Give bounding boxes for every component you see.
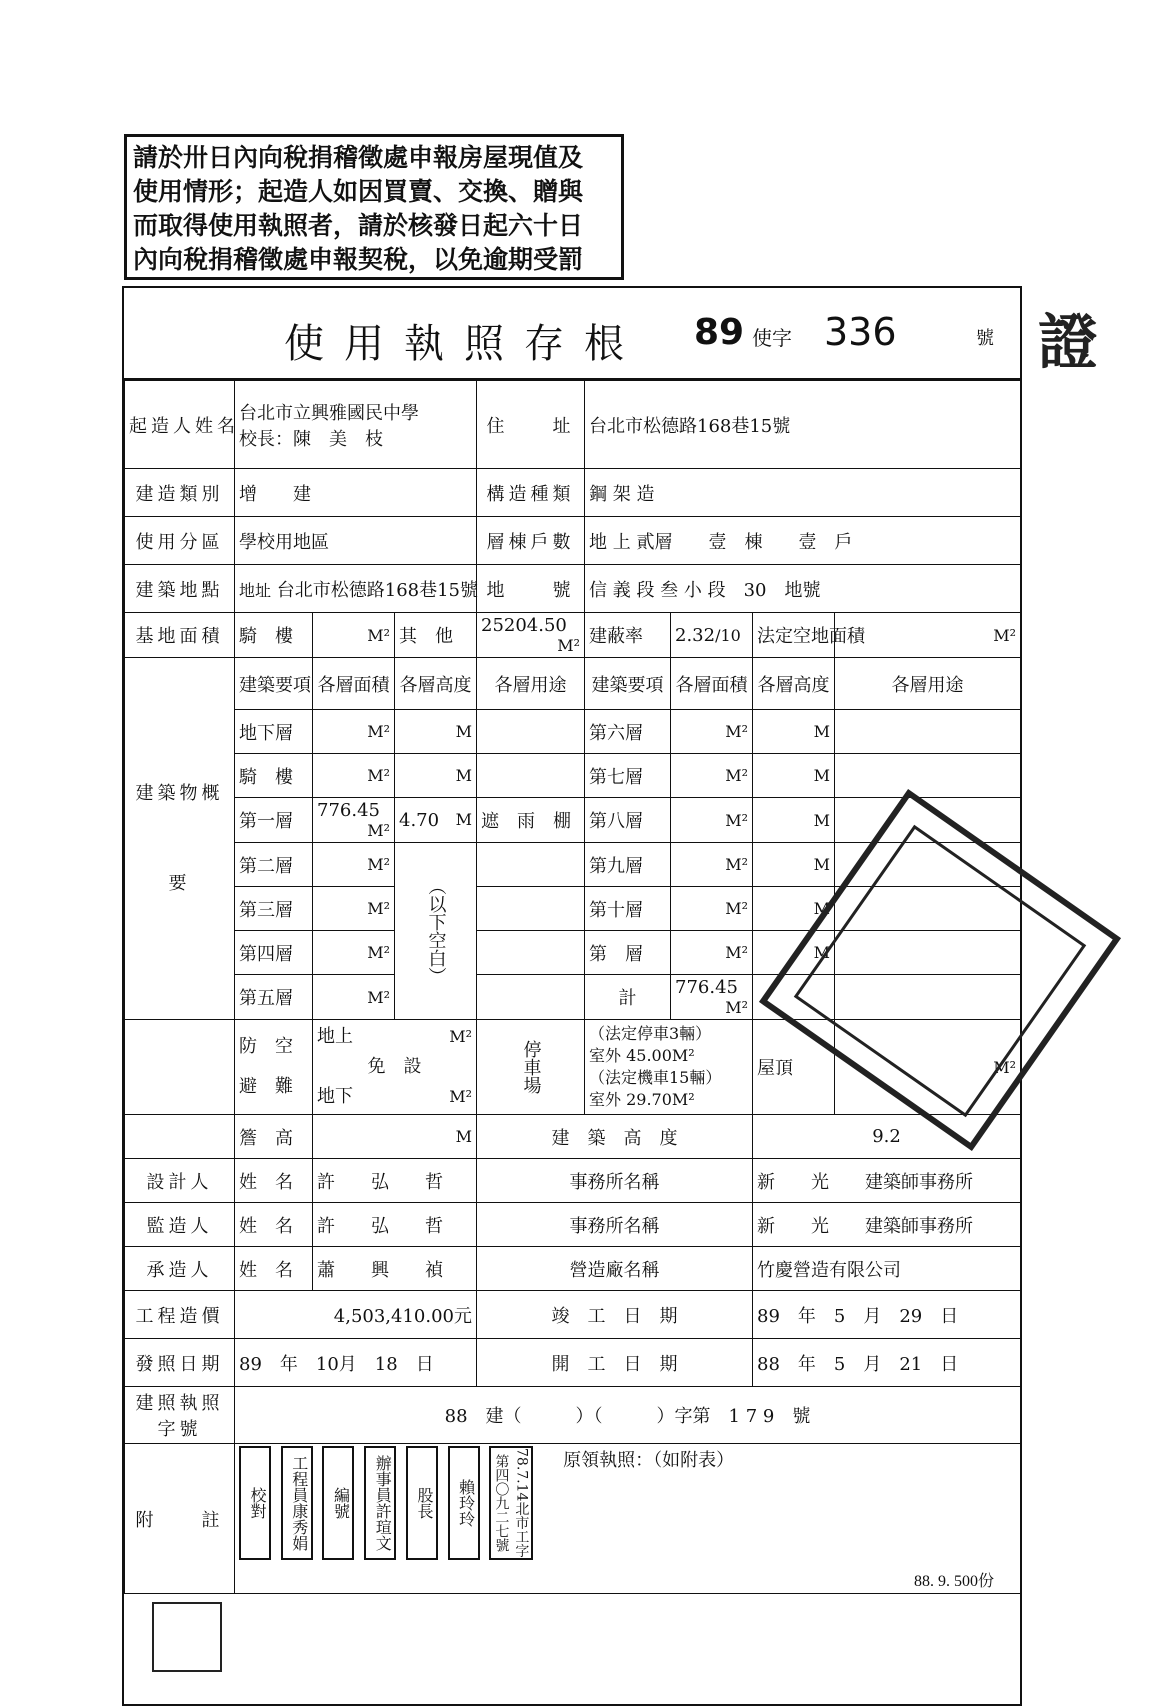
role-label: 設計人 xyxy=(125,1159,235,1203)
unit-m2: M² xyxy=(725,899,748,918)
start-value: 88 年 5 月 21 日 xyxy=(753,1339,1021,1387)
zone-label: 使用分區 xyxy=(125,517,235,565)
title-main: 使用執照存根 xyxy=(284,321,644,367)
unit-m2: M² xyxy=(449,1087,472,1106)
total-label: 計 xyxy=(585,975,671,1020)
floor-header: 各層用途 xyxy=(477,658,585,710)
office-name: 新 光 建築師事務所 xyxy=(753,1159,1021,1203)
section-label: 建築物概要 xyxy=(125,658,235,1020)
unit-m2: M² xyxy=(993,1057,1017,1077)
issue-label: 發照日期 xyxy=(125,1339,235,1387)
floor-row xyxy=(125,710,1021,754)
shelter-below xyxy=(317,1082,472,1112)
build-type-label: 建造類別 xyxy=(125,469,235,517)
above-label: 地上 xyxy=(317,1026,353,1047)
car-row xyxy=(589,1045,748,1067)
moto-note: （法定機車15輛） xyxy=(589,1068,722,1087)
office-label: 事務所名稱 xyxy=(477,1203,753,1247)
coverage-label: 建蔽率 xyxy=(585,613,671,658)
floor-height xyxy=(753,710,835,754)
title-hao: 號 xyxy=(976,328,994,349)
car-area: 45.00 xyxy=(626,1046,672,1065)
parking-values xyxy=(585,1020,753,1115)
print-note: 88. 9. 500份 xyxy=(914,1573,995,1590)
moto-place: 室外 xyxy=(589,1090,622,1109)
floor-height xyxy=(395,798,477,843)
floor-name: 第九層 xyxy=(585,843,671,887)
arcade-value-cell xyxy=(313,613,395,658)
floor-area xyxy=(313,931,395,975)
cost-label: 工程造價 xyxy=(125,1291,235,1339)
lot-label: 地 號 xyxy=(477,565,585,613)
floor-name: 第五層 xyxy=(235,975,313,1020)
floor-name: 第十層 xyxy=(585,887,671,931)
floor-use xyxy=(477,931,585,975)
car-place: 室外 xyxy=(589,1046,622,1065)
notice-line: 使用情形；起造人如因買賣、交換、贈與 xyxy=(133,177,584,206)
form-title xyxy=(124,288,1020,380)
unit-m2: M² xyxy=(367,625,390,645)
floor-header: 各層用途 xyxy=(835,658,1021,710)
office-label: 事務所名稱 xyxy=(477,1159,753,1203)
other-label: 其 他 xyxy=(395,613,477,658)
unit-m2: M² xyxy=(557,636,580,655)
owner-rep: 校長：陳 美 枝 xyxy=(239,428,383,450)
done-label: 竣 工 日 期 xyxy=(477,1291,753,1339)
height-value: 4.70 xyxy=(399,809,440,831)
engineer-stamp: 工程員康秀娟 xyxy=(281,1446,313,1560)
arcade-label: 騎 樓 xyxy=(235,613,313,658)
shelter-label: 避 難 xyxy=(239,1076,293,1097)
unit-m2: M² xyxy=(367,943,390,962)
unit-m2: M² xyxy=(725,998,748,1017)
floor-use xyxy=(835,754,1021,798)
unit-m: M xyxy=(813,810,830,830)
unit-m2: M² xyxy=(725,722,748,741)
floor-height xyxy=(395,754,477,798)
unit-m2: M² xyxy=(725,855,748,874)
coverage-value: 2.32 xyxy=(675,624,716,646)
unit-m: M xyxy=(813,899,830,918)
floor-name: 第三層 xyxy=(235,887,313,931)
owner-label: 起造人姓名 xyxy=(125,381,235,469)
address-value: 台北市松德路168巷15號 xyxy=(585,381,1021,469)
person-row xyxy=(125,1203,1021,1247)
floor-name: 騎 樓 xyxy=(235,754,313,798)
floor-header: 各層面積 xyxy=(671,658,753,710)
floor-name: 第一層 xyxy=(235,798,313,843)
moto-row xyxy=(589,1089,748,1111)
issue-value: 89 年 10月 18 日 xyxy=(235,1339,477,1387)
other-value-cell xyxy=(477,613,585,658)
name-label: 姓 名 xyxy=(235,1247,313,1291)
permit-label: 建照執照字號 xyxy=(125,1387,235,1444)
unit-m2: M² xyxy=(367,855,390,874)
proof-stamp: 校對 xyxy=(239,1446,271,1560)
car-note: （法定停車3輛） xyxy=(589,1024,712,1043)
shelter-label: 防 空 xyxy=(239,1036,293,1057)
unit-m2: M² xyxy=(725,943,748,962)
shelter-above xyxy=(317,1022,472,1052)
floor-area xyxy=(671,754,753,798)
moto-area: 29.70 xyxy=(626,1090,672,1109)
zone-value: 學校用地區 xyxy=(235,517,477,565)
person-name: 許 弘 哲 xyxy=(313,1159,477,1203)
floor-area xyxy=(313,754,395,798)
coverage-cell xyxy=(671,613,753,658)
office-name: 竹慶營造有限公司 xyxy=(753,1247,1021,1291)
floor-name: 第六層 xyxy=(585,710,671,754)
person-name: 蕭 興 禎 xyxy=(313,1247,477,1291)
land-label: 基地面積 xyxy=(125,613,235,658)
office-label: 營造廠名稱 xyxy=(477,1247,753,1291)
floor-header: 各層面積 xyxy=(313,658,395,710)
structure-value: 鋼 架 造 xyxy=(585,469,1021,517)
floor-use xyxy=(477,975,585,1020)
blank-note: （以下空白） xyxy=(395,843,477,1020)
area-value: 776.45 xyxy=(675,977,738,998)
other-value: 25204.50 xyxy=(481,615,567,636)
floor-area xyxy=(671,798,753,843)
unit-m: M xyxy=(455,766,472,785)
floor-use xyxy=(835,710,1021,754)
section-label-bottom xyxy=(125,1020,235,1115)
cost-value: 4,503,410.00元 xyxy=(235,1291,477,1339)
site-value: 台北市松德路168巷15號 xyxy=(276,579,479,601)
coverage-unit: /10 xyxy=(715,625,741,645)
floor-name: 第四層 xyxy=(235,931,313,975)
floor-height xyxy=(753,843,835,887)
floors-value: 地 上 貳層 壹 棟 壹 戶 xyxy=(585,517,1021,565)
notice-line: 內向稅捐稽徵處申報契稅，以免逾期受罰 xyxy=(133,245,584,274)
floor-area xyxy=(313,710,395,754)
unit-m2: M² xyxy=(367,987,390,1007)
address-label: 住 址 xyxy=(477,381,585,469)
unit-m2: M² xyxy=(367,722,390,741)
unit-m: M xyxy=(813,766,830,785)
chief-stamp: 股長 xyxy=(406,1446,438,1560)
name-label: 姓 名 xyxy=(235,1203,313,1247)
owner-cell xyxy=(235,381,477,469)
floor-use: 遮 雨 棚 xyxy=(477,798,585,843)
shelter-exempt: 免 設 xyxy=(367,1056,422,1077)
shelter-labels xyxy=(235,1020,313,1115)
area-value: 776.45 xyxy=(317,800,380,821)
unit-m2: M² xyxy=(367,899,390,918)
bldg-height-label: 建 築 高 度 xyxy=(477,1115,753,1159)
floor-name: 第七層 xyxy=(585,754,671,798)
remarks-cell xyxy=(235,1444,1021,1594)
notice-line: 而取得使用執照者，請於核發日起六十日 xyxy=(133,211,584,240)
start-label: 開 工 日 期 xyxy=(477,1339,753,1387)
eaves-value xyxy=(313,1115,477,1159)
floor-height xyxy=(753,798,835,843)
unit-m: M xyxy=(813,943,830,962)
title-number: 336 xyxy=(824,310,897,354)
floor-name: 地下層 xyxy=(235,710,313,754)
floor-name: 第 層 xyxy=(585,931,671,975)
title-year: 89 xyxy=(694,312,745,353)
unit-m2: M² xyxy=(725,766,748,785)
lot-value: 信 義 段 叁 小 段 30 地號 xyxy=(585,565,1021,613)
floor-area xyxy=(313,975,395,1020)
roof-label: 屋頂 xyxy=(753,1020,835,1115)
below-label: 地下 xyxy=(317,1086,353,1107)
done-value: 89 年 5 月 29 日 xyxy=(753,1291,1021,1339)
unit-m2: M² xyxy=(449,1027,472,1046)
notice-line: 請於卅日內向稅捐稽徵處申報房屋現值及 xyxy=(133,143,584,172)
clerk-stamp: 辦事員許瑄文 xyxy=(364,1446,396,1560)
floor-header: 各層高度 xyxy=(753,658,835,710)
unit-m: M xyxy=(813,722,830,741)
shelter-values xyxy=(313,1020,477,1115)
floor-header: 建築要項 xyxy=(235,658,313,710)
number-stamp: 編號 xyxy=(322,1446,354,1560)
eaves-spacer xyxy=(125,1115,235,1159)
floor-area xyxy=(671,843,753,887)
permit-value: 88 建（ ）（ ）字第 1 7 9 號 xyxy=(235,1387,1021,1444)
floor-area xyxy=(313,887,395,931)
floor-area xyxy=(313,798,395,843)
floor-name: 第八層 xyxy=(585,798,671,843)
legal-open-label: 法定空地面積 xyxy=(753,613,835,658)
corner-stamp xyxy=(152,1602,222,1672)
floor-use xyxy=(477,710,585,754)
floor-height xyxy=(753,754,835,798)
title-char: 使字 xyxy=(752,326,792,350)
owner-name: 台北市立興雅國民中學 xyxy=(239,402,419,424)
unit-m: M xyxy=(455,1127,472,1146)
bldg-height-value: 9.2 xyxy=(753,1115,1021,1159)
remarks-label: 附 註 xyxy=(125,1444,235,1594)
unit-m2: M² xyxy=(993,625,1017,645)
tax-notice-box xyxy=(124,134,624,280)
unit-m2: M² xyxy=(367,821,390,840)
floor-header: 建築要項 xyxy=(585,658,671,710)
unit-m2: M² xyxy=(367,766,390,785)
site-sub: 地址 xyxy=(239,580,272,600)
total-area xyxy=(671,975,753,1020)
site-label: 建築地點 xyxy=(125,565,235,613)
floor-use xyxy=(477,843,585,887)
floor-area xyxy=(671,710,753,754)
floor-row xyxy=(125,754,1021,798)
office-name: 新 光 建築師事務所 xyxy=(753,1203,1021,1247)
floor-height xyxy=(395,710,477,754)
build-type-value: 增 建 xyxy=(235,469,477,517)
floor-area xyxy=(671,887,753,931)
unit-m: M xyxy=(813,855,830,874)
floor-name: 第二層 xyxy=(235,843,313,887)
site-cell xyxy=(235,565,477,613)
role-label: 承造人 xyxy=(125,1247,235,1291)
person-row xyxy=(125,1247,1021,1291)
floor-area xyxy=(671,931,753,975)
signature-stamp: 賴玲玲 xyxy=(448,1446,480,1560)
unit-m2: M² xyxy=(725,810,748,830)
parking-label: 停車場 xyxy=(477,1020,585,1115)
eaves-label: 簷 高 xyxy=(235,1115,313,1159)
unit-m: M xyxy=(455,809,472,829)
floor-use xyxy=(477,754,585,798)
structure-label: 構造種類 xyxy=(477,469,585,517)
unit-m2: M² xyxy=(671,1090,695,1109)
name-label: 姓 名 xyxy=(235,1159,313,1203)
floor-use xyxy=(477,887,585,931)
floor-area xyxy=(313,843,395,887)
person-row xyxy=(125,1159,1021,1203)
person-name: 許 弘 哲 xyxy=(313,1203,477,1247)
margin-stamp-fragment: 證 xyxy=(1028,310,1098,370)
original-permit-note: 原領執照：（如附表） xyxy=(563,1450,735,1471)
role-label: 監造人 xyxy=(125,1203,235,1247)
floor-header: 各層高度 xyxy=(395,658,477,710)
unit-m2: M² xyxy=(671,1046,695,1065)
date-stamp: 78.7.14北市工字第四〇九二七號 xyxy=(489,1446,533,1560)
unit-m: M xyxy=(455,722,472,741)
floors-label: 層棟戶數 xyxy=(477,517,585,565)
